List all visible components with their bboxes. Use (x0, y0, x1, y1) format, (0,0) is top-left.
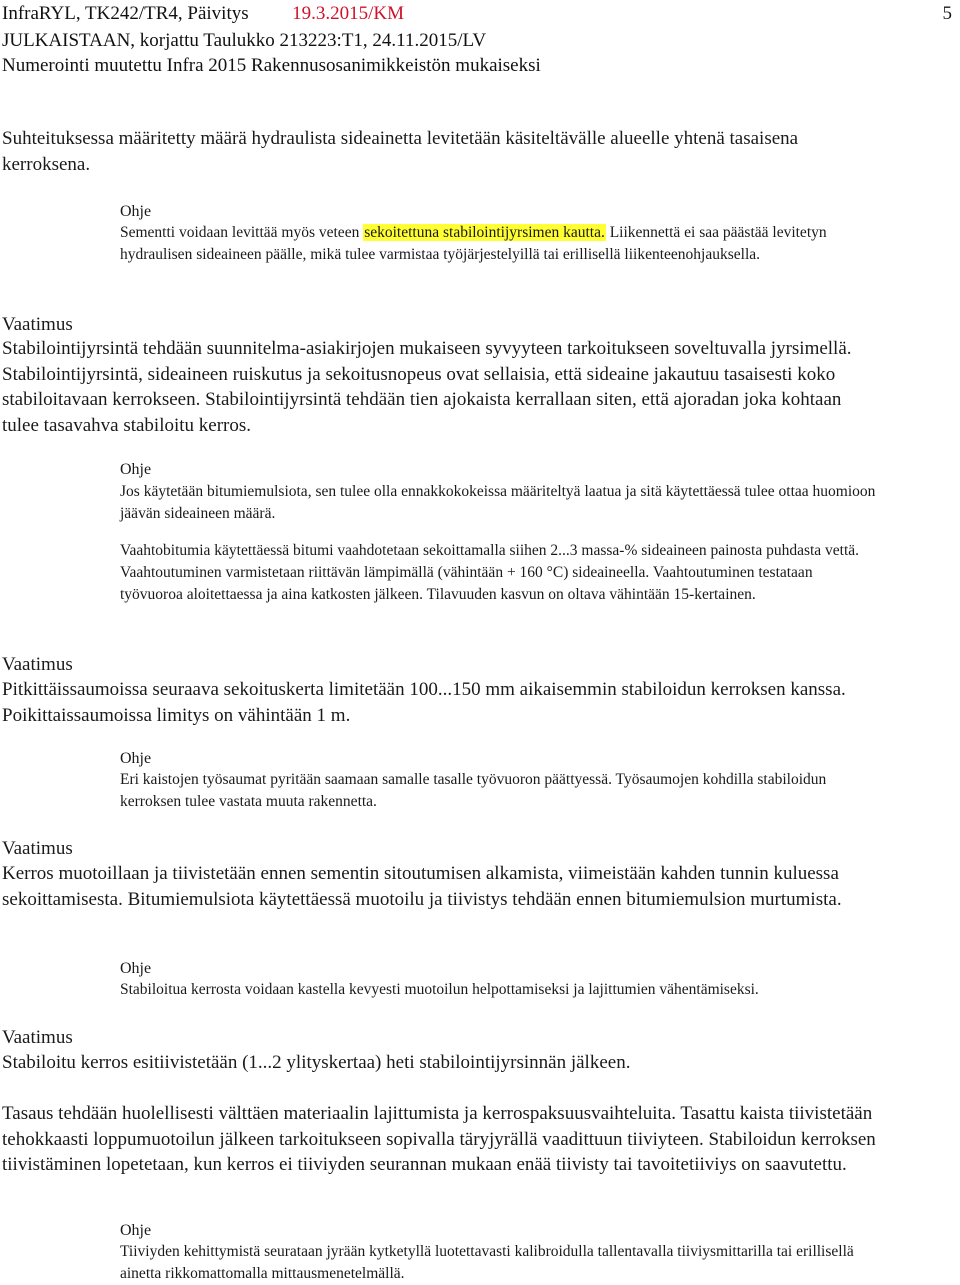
guidance-heading: Ohje (120, 750, 152, 767)
requirement-heading: Vaatimus (2, 1027, 73, 1048)
requirement-text: Pitkittäissaumoissa seuraava sekoituskerta limitetään 100...150 mm aikaisemmin stabiloidun kerroksen kanssa. Poikittaissaumoissa limitys on vähintään 1 m. (2, 679, 846, 726)
guidance-text: Jos käytetään bitumiemulsiota, sen tulee olla ennakkokokeissa määriteltyä laatua ja sitä käytettäessä tulee ottaa huomioon jäävän sideaineen määrä. (120, 483, 876, 522)
intro-paragraph: Suhteituksessa määritetty määrä hydraulista sideainetta levitetään käsiteltävälle alueelle yhtenä tasaisena kerroksena. (2, 128, 799, 175)
requirement-heading: Vaatimus (2, 838, 73, 859)
header-line-3: Numerointi muutettu Infra 2015 Rakennusosanimikkeistön mukaiseksi (2, 55, 541, 76)
guidance-heading: Ohje (120, 1222, 152, 1239)
requirement-text: Stabilointijyrsintä tehdään suunnitelma-asiakirjojen mukaiseen syvyyteen tarkoitukseen soveltuvalla jyrsimellä. Stabilointijyrsintä, sideaineen ruiskutus ja sekoitusnopeus ovat sellaisia, että sideaine jakautuu tasaisesti koko stabiloitavaan kerrokseen. Stabilointijyrsintä tehdään tien ajokaista kerrallaan siten, että ajoradan joka kohtaan tulee tasavahva stabiloitu kerros. (2, 338, 852, 436)
requirement-text: Stabiloitu kerros esitiivistetään (1...2 ylityskertaa) heti stabilointijyrsinnän jälkeen. (2, 1052, 631, 1073)
guidance-text (120, 222, 878, 266)
guidance-text-part: Sementti voidaan levittää myös veteen (120, 224, 364, 241)
guidance-text: Eri kaistojen työsaumat pyritään saamaan samalle tasalle työvuoron päättyessä. Työsaumojen kohdilla stabiloidun kerroksen tulee vastata muuta rakennetta. (120, 771, 827, 810)
page-number: 5 (942, 3, 952, 24)
highlighted-text: sekoitettuna stabilointijyrsimen kautta. (364, 224, 605, 241)
header-line-1 (2, 2, 404, 26)
requirement-heading: Vaatimus (2, 314, 73, 335)
guidance-heading: Ohje (120, 461, 152, 478)
requirement-heading: Vaatimus (2, 654, 73, 675)
guidance-text: Vaahtobitumia käytettäessä bitumi vaahdotetaan sekoittamalla siihen 2...3 massa-% sideaineen painosta puhdasta vettä. Vaahtoutuminen varmistetaan riittävän lämpimällä (vähintään + 160 °C) sideaineella. Vaahtoutuminen testataan työvuoroa aloitettaessa ja aina katkosten jälkeen. Tilavuuden kasvun on oltava vähintään 15-kertainen. (120, 542, 860, 603)
guidance-text: Tiiviyden kehittymistä seurataan jyrään kytketyllä luotettavasti kalibroidulla tallentavalla tiiviysmittarilla tai erillisellä ainetta rikkomattomalla mittausmenetelmällä. (120, 1243, 854, 1282)
guidance-heading: Ohje (120, 960, 152, 977)
guidance-text-part: Liikennettä ei saa päästää levitetyn hydraulisen sideaineen päälle, mikä tulee varmistaa työjärjestelyillä tai erillisellä liikenteenohjauksella. (120, 224, 827, 263)
header-line-2: JULKAISTAAN, korjattu Taulukko 213223:T1, 24.11.2015/LV (2, 30, 487, 51)
compaction-paragraph: Tasaus tehdään huolellisesti välttäen materiaalin lajittumista ja kerrospaksuusvaihteluita. Tasattu kaista tiivistetään tehokkaasti loppumuotoilun jälkeen tarkoitukseen sopivalla täryjyrällä vaadittuun tiiviyteen. Stabiloidun kerroksen tiivistäminen lopetetaan, kun kerros ei tiiviyden seurannan mukaan enää tiivisty tai tavoitetiiviys on saavutettu. (2, 1103, 876, 1175)
guidance-heading: Ohje (120, 203, 152, 220)
requirement-text: Kerros muotoillaan ja tiivistetään ennen sementin sitoutumisen alkamista, viimeistään kahden tunnin kuluessa sekoittamisesta. Bitumiemulsiota käytettäessä muotoilu ja tiivistys tehdään ennen bitumiemulsion murtumista. (2, 863, 842, 910)
header-title: InfraRYL, TK242/TR4, Päivitys (2, 3, 249, 24)
header-revision-date: 19.3.2015/KM (292, 3, 405, 24)
guidance-text: Stabiloitua kerrosta voidaan kastella kevyesti muotoilun helpottamiseksi ja lajittumien vähentämiseksi. (120, 981, 759, 998)
